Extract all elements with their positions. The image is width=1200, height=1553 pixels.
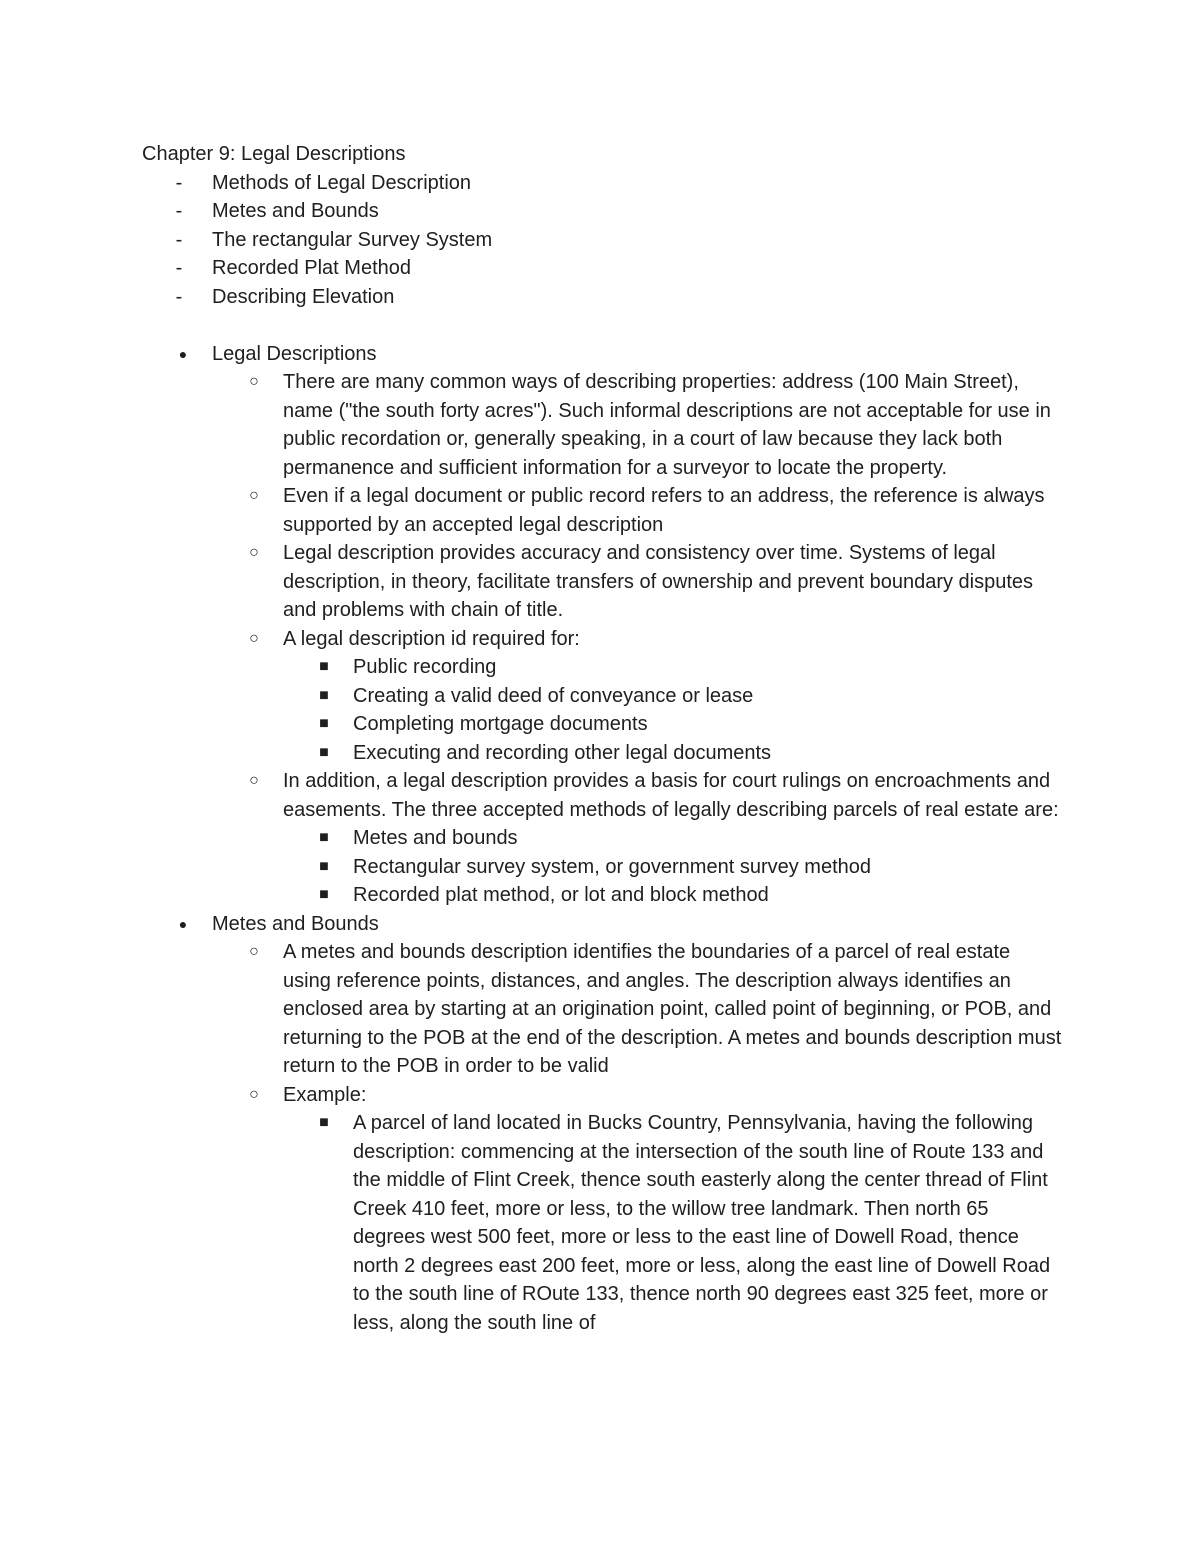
- square-bullet: ■: [319, 829, 329, 846]
- dash-marker: -: [175, 171, 183, 194]
- chapter-title: Chapter 9: Legal Descriptions: [142, 143, 406, 165]
- point-text: In addition, a legal description provides a basis for court rulings on encroachments and easements. The three accepted methods of legally describing parcels of real estate are:: [283, 770, 1059, 821]
- outline-item-text: Describing Elevation: [212, 285, 395, 308]
- disc-bullet: ●: [178, 345, 188, 362]
- point-text: There are many common ways of describing properties: address (100 Main Street), name ("the south forty acres"). Such informal descriptions are not acceptable for use in public recordation or, generally speaking, in a court of law because they lack both permanence and sufficient information for a surveyor to locate the property.: [283, 371, 1051, 479]
- sub-point-text: Completing mortgage documents: [353, 713, 648, 735]
- section-legal-descriptions: [142, 340, 1062, 369]
- sub-point-text: Recorded plat method, or lot and block method: [353, 884, 769, 906]
- sub-point-item: [142, 710, 1062, 739]
- circle-bullet: ○: [249, 373, 259, 390]
- dash-marker: -: [175, 228, 183, 251]
- circle-bullet: ○: [249, 772, 259, 789]
- sub-point-item: [142, 682, 1062, 711]
- sub-points-list: [142, 824, 1062, 910]
- circle-bullet: ○: [249, 629, 259, 647]
- outline-item-text: The rectangular Survey System: [212, 228, 493, 251]
- section-heading: Metes and Bounds: [212, 912, 379, 935]
- point-item: [142, 938, 1062, 1081]
- sub-point-item: [142, 853, 1062, 882]
- section-metes-and-bounds: [142, 910, 1062, 939]
- section-heading: Legal Descriptions: [212, 342, 377, 365]
- sub-point-group: [142, 653, 1062, 767]
- point-text: A metes and bounds description identifies the boundaries of a parcel of real estate using reference points, distances, and angles. The description always identifies an enclosed area by starting at an origination point, called point of beginning, or POB, and returning to the POB at the end of the description. A metes and bounds description must return to the POB in order to be valid: [283, 941, 1062, 1077]
- point-item: [142, 539, 1062, 625]
- circle-bullet: ○: [249, 487, 259, 504]
- disc-bullet: ●: [178, 915, 188, 932]
- sub-point-text: Creating a valid deed of conveyance or lease: [353, 684, 754, 707]
- sub-point-item: [142, 1109, 1062, 1337]
- outline-item: [142, 226, 1062, 255]
- sub-point-text: Public recording: [353, 656, 497, 678]
- notes-list: [142, 340, 1062, 1338]
- sub-point-text: Rectangular survey system, or government survey method: [353, 855, 871, 878]
- sub-point-item: [142, 739, 1062, 768]
- dash-marker: -: [175, 257, 183, 279]
- point-item: [142, 1081, 1062, 1110]
- sub-points-list: [142, 1109, 1062, 1337]
- sub-points-list: [142, 653, 1062, 767]
- section-metes-and-bounds-points: [142, 938, 1062, 1337]
- point-text: Example:: [283, 1083, 367, 1106]
- point-item: [142, 625, 1062, 654]
- square-bullet: ■: [319, 686, 329, 704]
- chapter-outline: [142, 169, 1062, 312]
- outline-item: [142, 283, 1062, 312]
- sub-point-item: [142, 881, 1062, 910]
- square-bullet: ■: [319, 857, 329, 875]
- point-text: A legal description id required for:: [283, 627, 580, 650]
- outline-item: [142, 254, 1062, 283]
- point-text: Even if a legal document or public record refers to an address, the reference is always supported by an accepted legal description: [283, 485, 1045, 536]
- sub-point-item: [142, 653, 1062, 682]
- sub-point-group: [142, 1109, 1062, 1337]
- outline-item-text: Methods of Legal Description: [212, 171, 472, 194]
- section-legal-descriptions-points: [142, 368, 1062, 910]
- points-list: [142, 938, 1062, 1337]
- circle-bullet: ○: [249, 544, 259, 561]
- sub-point-text: Metes and bounds: [353, 827, 518, 849]
- square-bullet: ■: [319, 658, 329, 675]
- outline-item-text: Metes and Bounds: [212, 200, 379, 222]
- square-bullet: ■: [319, 743, 329, 761]
- dash-marker: -: [175, 285, 183, 308]
- outline-item: [142, 169, 1062, 198]
- blank-line: [142, 311, 1062, 340]
- point-item: [142, 767, 1062, 824]
- square-bullet: ■: [319, 886, 329, 903]
- point-item: [142, 482, 1062, 539]
- sub-point-text: A parcel of land located in Bucks Country, Pennsylvania, having the following description: commencing at the intersection of the south line of Route 133 and the middle of Flint Creek, thence south easterly along the center thread of Flint Creek 410 feet, more or less, to the willow tree landmark. Then north 65 degrees west 500 feet, more or less to the east line of Dowell Road, thence north 2 degrees east 200 feet, more or less, along the east line of Dowell Road to the south line of ROute 133, thence north 90 degrees east 325 feet, more or less, along the south line of: [353, 1112, 1051, 1334]
- outline-item-text: Recorded Plat Method: [212, 257, 412, 279]
- circle-bullet: ○: [249, 943, 259, 960]
- square-bullet: ■: [319, 715, 329, 732]
- sub-point-group: [142, 824, 1062, 910]
- document-content: [142, 140, 1062, 1337]
- sub-point-item: [142, 824, 1062, 853]
- points-list: [142, 368, 1062, 910]
- point-item: [142, 368, 1062, 482]
- outline-item: [142, 197, 1062, 226]
- square-bullet: ■: [319, 1114, 329, 1131]
- circle-bullet: ○: [249, 1085, 259, 1103]
- sub-point-text: Executing and recording other legal documents: [353, 741, 772, 764]
- dash-marker: -: [175, 200, 183, 222]
- point-text: Legal description provides accuracy and consistency over time. Systems of legal description, in theory, facilitate transfers of ownership and prevent boundary disputes and problems with chain of title.: [283, 542, 1034, 621]
